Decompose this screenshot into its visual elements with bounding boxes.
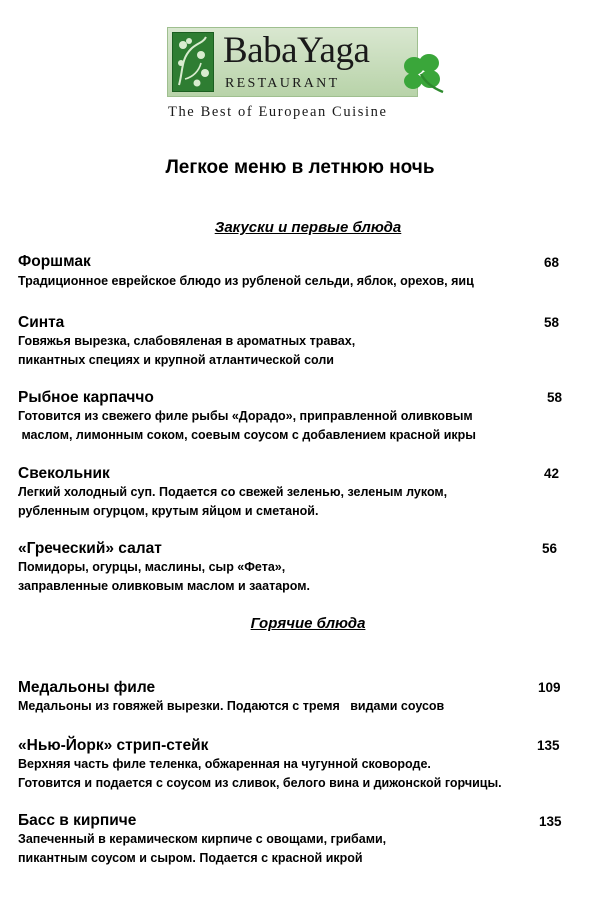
dish-price: 56 [542,541,558,556]
dish-name: Свекольник [18,465,110,482]
dish-description: Традиционное еврейское блюдо из рубленой сельди, яблок, орехов, яиц [18,274,474,288]
section-title-appetizers: Закуски и первые блюда [214,219,402,236]
section-title-hot-dishes: Горячие блюда [250,615,366,632]
dish-description: Говяжья вырезка, слабовяленая в ароматных травах, пикантных специях и крупной атлантической соли [18,334,356,367]
restaurant-logo [167,27,418,97]
dish-description: Помидоры, огурцы, маслины, сыр «Фета», заправленные оливковым маслом и заатаром. [18,560,310,593]
dish-price: 42 [544,466,560,481]
dish-name: Медальоны филе [18,679,156,696]
dish-name: Форшмак [18,253,91,270]
dish-description: Запеченный в керамическом кирпиче с овощами, грибами, пикантным соусом и сыром. Подается с красной икрой [18,832,387,865]
dish-price: 109 [538,680,561,695]
dish-price: 68 [544,255,560,270]
logo-subtitle: RESTAURANT [225,76,340,91]
dish-price: 135 [537,738,560,753]
dish-name: Рыбное карпаччо [18,389,154,406]
dish-name: Синта [18,314,65,331]
logo-ornament-icon [172,32,214,92]
dish-name: «Нью-Йорк» стрип-стейк [18,737,209,754]
dish-description: Верхняя часть филе теленка, обжаренная на чугунной сковороде. Готовится и подается с соусом из сливок, белого вина и дижонской горчицы. [18,757,502,790]
logo-brand-name: BabaYaga [223,30,370,71]
dish-description: Медальоны из говяжей вырезки. Подаются с тремя видами соусов [18,699,445,713]
dish-description: Легкий холодный суп. Подается со свежей зеленью, зеленым луком, рубленным огурцом, крутым яйцом и сметаной. [18,485,448,518]
clover-icon [397,52,449,94]
menu-title: Легкое меню в летнюю ночь [165,157,435,178]
dish-description: Готовится из свежего филе рыбы «Дорадо», приправленной оливковым маслом, лимонным соком, соевым соусом с добавлением красной икры [18,409,476,442]
logo-tagline: The Best of European Cuisine [168,104,388,120]
dish-name: «Греческий» салат [18,540,162,557]
dish-name: Басс в кирпиче [18,812,137,829]
dish-price: 135 [539,814,562,829]
dish-price: 58 [544,315,560,330]
dish-price: 58 [547,390,563,405]
